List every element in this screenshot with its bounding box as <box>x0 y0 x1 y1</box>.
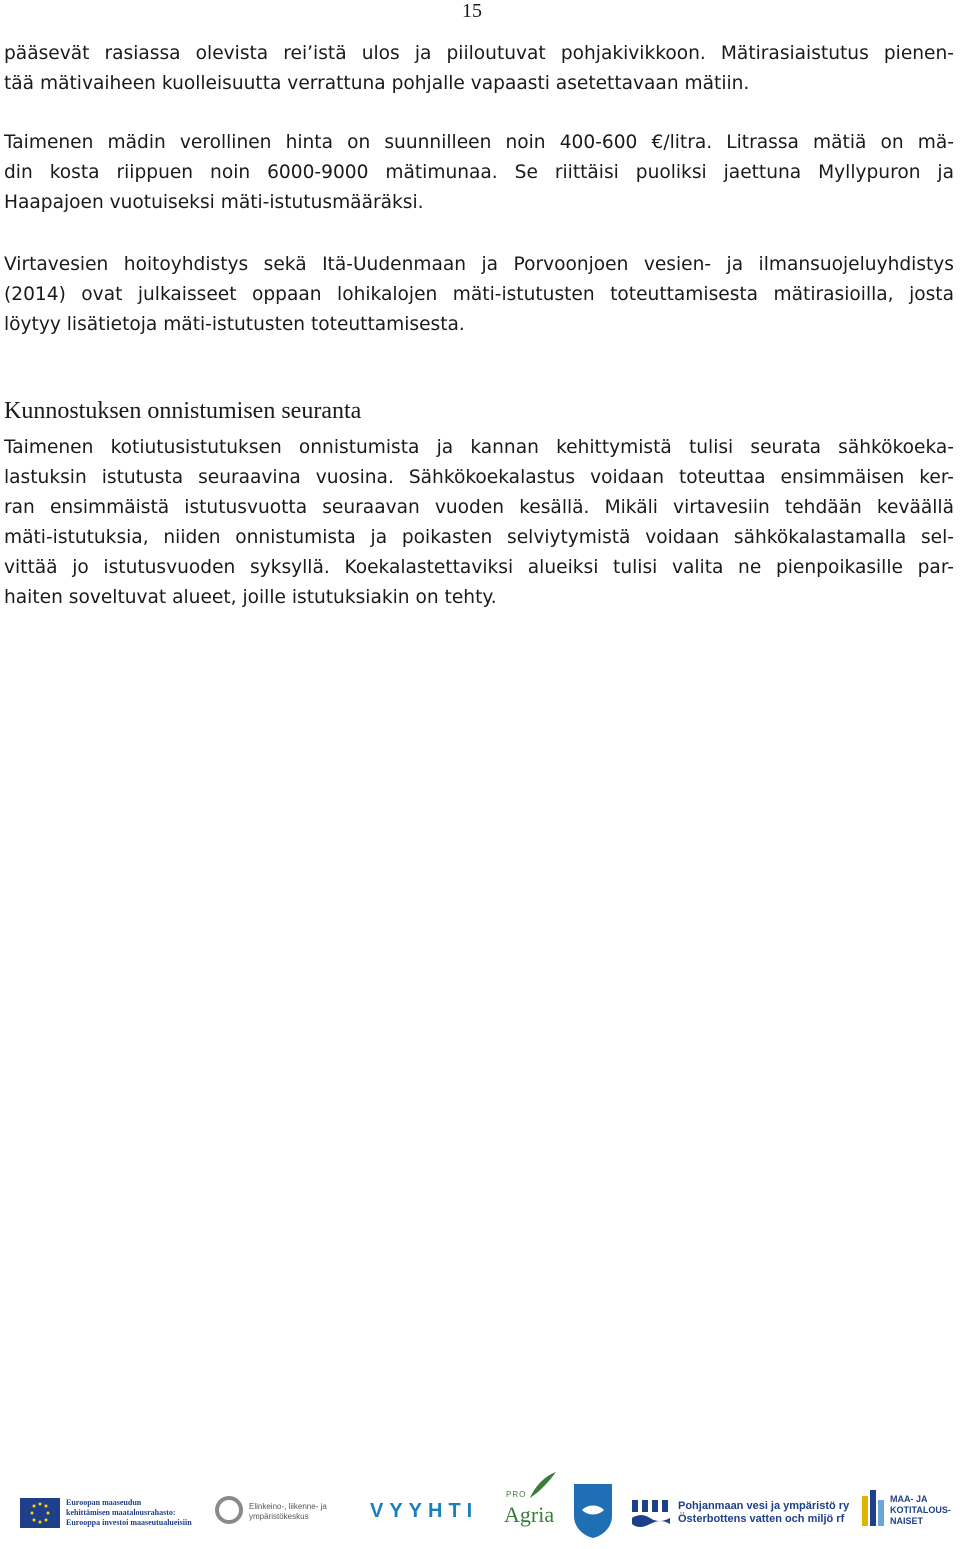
text-line: mäti-istutuksia, niiden onnistumista ja poikasten selviytymistä voidaan sähkökalastamalla sel- <box>4 527 954 548</box>
paragraph-3 <box>4 250 954 340</box>
text-line: Virtavesien hoitoyhdistys sekä Itä-Uudenmaan ja Porvoonjoen vesien- ja ilmansuojeluyhdistys <box>4 254 954 275</box>
coat-of-arms-icon <box>572 1482 614 1540</box>
kotitalousnaiset-logo <box>860 1486 960 1536</box>
ely-logo <box>215 1496 335 1530</box>
vyyhti-logo: VYYHTI <box>370 1500 479 1522</box>
text-line: Haapajoen vuotuiseksi mäti-istutusmääräksi. <box>4 192 424 213</box>
text-line: tää mätivaiheen kuolleisuutta verrattuna pohjalle vapaasti asetettavaan mätiin. <box>4 73 750 94</box>
text-line: Taimenen mädin verollinen hinta on suunnilleen noin 400-600 €/litra. Litrassa mätiä on mä- <box>4 132 954 153</box>
paragraph-1 <box>4 39 954 99</box>
text-line: vittää jo istutusvuoden syksyllä. Koekalastettaviksi alueiksi tulisi valita ne pienpoikasille par- <box>4 557 954 578</box>
kt-text-line: NAISET <box>890 1516 924 1526</box>
eu-text-line: Euroopan maaseudun <box>66 1498 142 1507</box>
text-line: Taimenen kotiutusistutuksen onnistumista ja kannan kehittymistä tulisi seurata sähkökoeka- <box>4 437 954 458</box>
section-heading: Kunnostuksen onnistumisen seuranta <box>4 398 362 424</box>
text-line: löytyy lisätietoja mäti-istutusten toteuttamisesta. <box>4 314 465 335</box>
kt-text-line: MAA- JA <box>890 1494 928 1504</box>
pvy-text-line: Österbottens vatten och miljö rf <box>678 1513 845 1525</box>
text-line: lastuksin istutusta seuraavina vuosina. Sähkökoekalastus voidaan toteuttaa ensimmäisen ker- <box>4 467 954 488</box>
paragraph-4 <box>4 433 954 613</box>
footer-logos <box>0 1460 960 1549</box>
paragraph-2 <box>4 128 954 218</box>
text-line: haiten soveltuvat alueet, joille istutuksiakin on tehty. <box>4 587 497 608</box>
eu-text-line: kehittämisen maatalousrahasto: <box>66 1508 176 1517</box>
eu-text-line: Eurooppa investoi maaseutualueisiin <box>66 1518 192 1527</box>
text-line: ran ensimmäistä istutusvuotta seuraavan vuoden kesällä. Mikäli virtavesiin tehdään keväällä <box>4 497 954 518</box>
text-line: (2014) ovat julkaisseet oppaan lohikalojen mäti-istutusten toteuttamisesta mätirasioilla, josta <box>4 284 954 305</box>
text-line: din kosta riippuen noin 6000-9000 mätimunaa. Se riittäisi puoliksi jaettuna Myllypuron ja <box>4 162 954 183</box>
pvy-text-line: Pohjanmaan vesi ja ympäristö ry <box>678 1500 850 1512</box>
ely-text-line: Elinkeino-, liikenne- ja <box>249 1502 327 1511</box>
eu-fund-label <box>66 1498 211 1528</box>
agria-pro-label: PRO <box>506 1490 527 1499</box>
eu-flag-icon <box>20 1498 60 1528</box>
ely-mark-icon <box>215 1496 243 1524</box>
agria-label: Agria <box>504 1502 555 1527</box>
page-number: 15 <box>462 0 482 22</box>
pro-agria-logo <box>500 1470 560 1540</box>
waves-icon <box>630 1496 674 1530</box>
ely-text-line: ympäristökeskus <box>249 1512 309 1521</box>
kt-text-line: KOTITALOUS- <box>890 1505 951 1515</box>
pvy-logo <box>630 1496 850 1532</box>
text-line: pääsevät rasiassa olevista rei’istä ulos ja piiloutuvat pohjakivikkoon. Mätirasiaistutus pienen- <box>4 43 954 64</box>
kotitalous-mark-icon <box>860 1486 888 1530</box>
